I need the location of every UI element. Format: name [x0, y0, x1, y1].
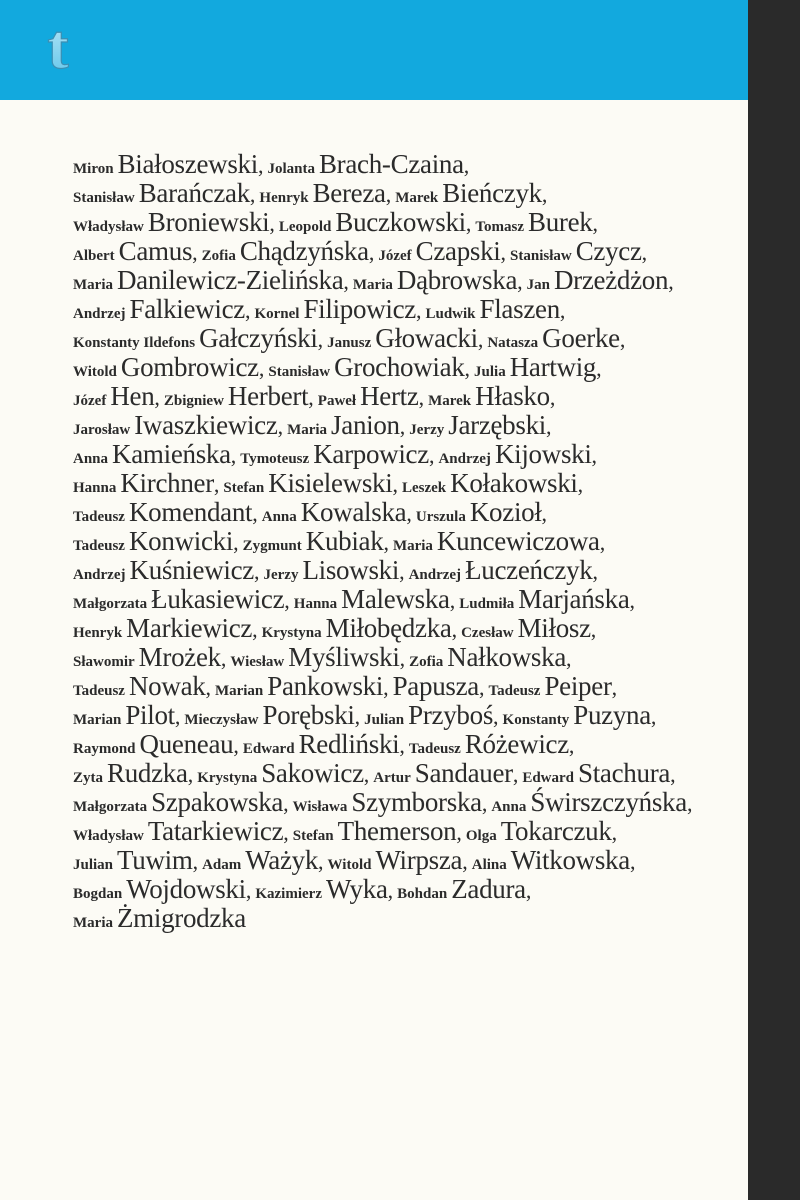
- author-last-name: Nałkowska: [447, 642, 567, 672]
- author-first-name: Stefan: [223, 480, 265, 496]
- author-first-name: Artur: [373, 770, 411, 786]
- separator: ,: [192, 240, 198, 265]
- separator: ,: [406, 501, 412, 526]
- author-line: [73, 237, 733, 266]
- author-line: [73, 295, 733, 324]
- author-last-name: Redliński: [298, 729, 400, 759]
- author-last-name: Tatarkiewicz: [147, 816, 284, 846]
- separator: ,: [252, 501, 258, 526]
- separator: ,: [577, 472, 584, 497]
- book-spine: [748, 0, 800, 1200]
- separator: ,: [464, 356, 471, 381]
- author-first-name: Tadeusz: [408, 741, 461, 757]
- separator: ,: [668, 269, 674, 294]
- author-last-name: Stachura: [578, 758, 671, 788]
- author-first-name: Ludmiła: [459, 596, 515, 612]
- author-line: [73, 614, 733, 643]
- author-last-name: Pankowski: [267, 671, 384, 701]
- separator: ,: [387, 878, 394, 903]
- author-first-name: Witold: [73, 364, 117, 380]
- author-last-name: Danilewicz-Zielińska: [116, 265, 344, 295]
- separator: ,: [592, 211, 598, 236]
- author-last-name: Szymborska: [351, 787, 482, 817]
- author-first-name: Edward: [242, 741, 295, 757]
- author-first-name: Julian: [73, 857, 114, 873]
- separator: ,: [368, 240, 375, 265]
- author-last-name: Flaszen: [479, 294, 560, 324]
- separator: ,: [478, 675, 485, 700]
- author-first-name: Krystyna: [261, 625, 322, 641]
- author-first-name: Krystyna: [197, 770, 258, 786]
- author-first-name: Tadeusz: [73, 683, 125, 699]
- author-last-name: Burek: [527, 207, 593, 237]
- author-first-name: Tadeusz: [73, 538, 125, 554]
- author-first-name: Stanisław: [73, 190, 135, 206]
- author-first-name: Mieczysław: [184, 712, 259, 728]
- author-first-name: Raymond: [73, 741, 136, 757]
- author-line: [73, 730, 733, 759]
- author-first-name: Stanisław: [268, 364, 331, 380]
- author-first-name: Jan: [526, 277, 550, 293]
- separator: ,: [611, 820, 618, 845]
- separator: ,: [428, 443, 435, 468]
- author-first-name: Witold: [327, 857, 372, 873]
- separator: ,: [220, 646, 227, 671]
- separator: ,: [599, 530, 606, 555]
- separator: ,: [284, 588, 290, 613]
- separator: ,: [354, 704, 361, 729]
- author-first-name: Małgorzata: [73, 799, 148, 815]
- author-first-name: Natasza: [487, 335, 539, 351]
- author-last-name: Themerson: [337, 816, 457, 846]
- separator: ,: [283, 791, 289, 816]
- author-line: [73, 585, 733, 614]
- separator: ,: [670, 762, 676, 787]
- author-last-name: Brach-Czaina: [318, 149, 464, 179]
- author-line: [73, 266, 733, 295]
- separator: ,: [512, 762, 519, 787]
- separator: ,: [629, 849, 636, 874]
- separator: ,: [541, 501, 548, 526]
- author-last-name: Porębski: [262, 700, 355, 730]
- separator: ,: [233, 530, 239, 555]
- author-first-name: Andrzej: [73, 306, 126, 322]
- author-first-name: Kazimierz: [255, 886, 322, 902]
- separator: ,: [308, 385, 314, 410]
- separator: ,: [249, 182, 256, 207]
- author-first-name: Julia: [474, 364, 506, 380]
- separator: ,: [591, 443, 598, 468]
- separator: ,: [253, 559, 260, 584]
- separator: ,: [399, 733, 405, 758]
- author-last-name: Goerke: [542, 323, 620, 353]
- separator: ,: [245, 878, 252, 903]
- author-first-name: Małgorzata: [73, 596, 148, 612]
- separator: ,: [596, 356, 602, 381]
- author-last-name: Zadura: [451, 874, 526, 904]
- author-line: [73, 498, 733, 527]
- author-last-name: Sakowicz: [261, 758, 364, 788]
- separator: ,: [277, 414, 284, 439]
- author-first-name: Zbigniew: [163, 393, 224, 409]
- author-last-name: Peiper: [544, 671, 612, 701]
- separator: ,: [465, 211, 472, 236]
- author-first-name: Andrzej: [408, 567, 462, 583]
- author-last-name: Głowacki: [375, 323, 478, 353]
- author-last-name: Sandauer: [414, 758, 513, 788]
- separator: ,: [383, 530, 389, 555]
- author-last-name: Gałczyński: [199, 323, 318, 353]
- author-last-name: Herbert: [227, 381, 309, 411]
- author-first-name: Jolanta: [267, 161, 315, 177]
- author-line: [73, 527, 733, 556]
- author-last-name: Hartwig: [509, 352, 597, 382]
- author-last-name: Łuczeńczyk: [465, 555, 593, 585]
- author-last-name: Karpowicz: [313, 439, 429, 469]
- author-first-name: Stanisław: [510, 248, 572, 264]
- author-first-name: Paweł: [317, 393, 357, 409]
- separator: ,: [477, 327, 484, 352]
- separator: ,: [463, 153, 470, 178]
- author-last-name: Gombrowicz: [120, 352, 259, 382]
- author-last-name: Hen: [110, 381, 155, 411]
- separator: ,: [392, 472, 398, 497]
- separator: ,: [525, 878, 532, 903]
- author-line: [73, 411, 733, 440]
- author-last-name: Konwicki: [128, 526, 234, 556]
- author-line: [73, 179, 733, 208]
- author-first-name: Ludwik: [425, 306, 476, 322]
- author-last-name: Jarzębski: [448, 410, 546, 440]
- separator: ,: [481, 791, 488, 816]
- author-last-name: Markiewicz: [126, 613, 253, 643]
- author-first-name: Marian: [73, 712, 122, 728]
- author-first-name: Andrzej: [438, 451, 491, 467]
- author-first-name: Władysław: [73, 828, 144, 844]
- author-last-name: Kuncewiczowa: [436, 526, 600, 556]
- author-line: [73, 672, 733, 701]
- author-first-name: Zygmunt: [242, 538, 302, 554]
- author-first-name: Sławomir: [73, 654, 135, 670]
- author-first-name: Julian: [364, 712, 405, 728]
- separator: ,: [205, 675, 211, 700]
- author-last-name: Rudzka: [107, 758, 188, 788]
- separator: ,: [559, 298, 566, 323]
- author-first-name: Jerzy: [263, 567, 299, 583]
- author-last-name: Kamieńska: [112, 439, 231, 469]
- author-last-name: Wojdowski: [126, 874, 246, 904]
- author-first-name: Albert: [73, 248, 115, 264]
- author-first-name: Henryk: [259, 190, 309, 206]
- separator: ,: [592, 559, 598, 584]
- author-line: [73, 788, 733, 817]
- author-first-name: Leopold: [278, 219, 332, 235]
- author-last-name: Camus: [118, 236, 193, 266]
- author-first-name: Hanna: [73, 480, 117, 496]
- author-first-name: Bogdan: [73, 886, 123, 902]
- author-first-name: Maria: [73, 915, 113, 931]
- author-last-name: Czycz: [575, 236, 642, 266]
- author-last-name: Komendant: [128, 497, 253, 527]
- publisher-logo-icon: [30, 18, 86, 76]
- author-line: [73, 904, 733, 933]
- separator: ,: [244, 298, 251, 323]
- author-last-name: Broniewski: [147, 207, 270, 237]
- author-last-name: Hertz: [360, 381, 419, 411]
- separator: ,: [192, 849, 199, 874]
- author-last-name: Czapski: [415, 236, 501, 266]
- separator: ,: [590, 617, 597, 642]
- separator: ,: [493, 704, 499, 729]
- author-last-name: Barańczak: [138, 178, 250, 208]
- author-last-name: Queneau: [139, 729, 234, 759]
- separator: ,: [619, 327, 626, 352]
- author-last-name: Miłosz: [517, 613, 591, 643]
- author-line: [73, 208, 733, 237]
- author-first-name: Hanna: [293, 596, 338, 612]
- author-first-name: Bohdan: [397, 886, 448, 902]
- separator: ,: [546, 414, 552, 439]
- author-last-name: Janion: [331, 410, 400, 440]
- author-first-name: Anna: [261, 509, 297, 525]
- author-last-name: Wirpsza: [375, 845, 463, 875]
- separator: ,: [269, 211, 275, 236]
- author-first-name: Tomasz: [475, 219, 524, 235]
- author-first-name: Janusz: [327, 335, 372, 351]
- author-last-name: Papusza: [392, 671, 479, 701]
- separator: ,: [383, 675, 389, 700]
- author-last-name: Kołakowski: [450, 468, 578, 498]
- author-first-name: Maria: [287, 422, 328, 438]
- author-line: [73, 875, 733, 904]
- author-line: [73, 556, 733, 585]
- separator: ,: [449, 588, 456, 613]
- author-last-name: Chądzyńska: [239, 236, 369, 266]
- author-first-name: Tymoteusz: [240, 451, 310, 467]
- author-last-name: Tokarczuk: [500, 816, 612, 846]
- author-last-name: Hłasko: [475, 381, 550, 411]
- separator: ,: [415, 298, 422, 323]
- author-last-name: Drzeżdżon: [553, 265, 669, 295]
- author-first-name: Zyta: [73, 770, 103, 786]
- separator: ,: [641, 240, 648, 265]
- separator: ,: [650, 704, 657, 729]
- author-line: [73, 701, 733, 730]
- author-last-name: Witkowska: [510, 845, 630, 875]
- author-last-name: Myśliwski: [288, 642, 400, 672]
- separator: ,: [541, 182, 548, 207]
- author-last-name: Żmigrodzka: [116, 903, 246, 933]
- author-first-name: Urszula: [415, 509, 466, 525]
- author-last-name: Iwaszkiewicz: [134, 410, 278, 440]
- author-first-name: Wiesław: [230, 654, 285, 670]
- separator: ,: [399, 559, 405, 584]
- author-last-name: Lisowski: [302, 555, 400, 585]
- separator: ,: [252, 617, 258, 642]
- author-first-name: Stefan: [292, 828, 334, 844]
- author-first-name: Maria: [392, 538, 433, 554]
- author-first-name: Czesław: [461, 625, 514, 641]
- separator: ,: [213, 472, 220, 497]
- author-first-name: Marek: [428, 393, 472, 409]
- author-last-name: Kirchner: [120, 468, 214, 498]
- author-first-name: Alina: [471, 857, 507, 873]
- separator: ,: [258, 356, 265, 381]
- author-line: [73, 759, 733, 788]
- separator: ,: [456, 820, 462, 845]
- separator: ,: [462, 849, 468, 874]
- author-last-name: Bieńczyk: [442, 178, 542, 208]
- author-first-name: Marek: [395, 190, 439, 206]
- author-line: [73, 846, 733, 875]
- author-last-name: Łukasiewicz: [151, 584, 285, 614]
- author-last-name: Miłobędzka: [325, 613, 452, 643]
- separator: ,: [363, 762, 370, 787]
- author-last-name: Świrszczyńska: [530, 787, 687, 817]
- author-first-name: Konstanty: [502, 712, 570, 728]
- author-first-name: Zofia: [201, 248, 236, 264]
- separator: ,: [257, 153, 264, 178]
- separator: ,: [500, 240, 507, 265]
- separator: ,: [686, 791, 693, 816]
- separator: ,: [568, 733, 575, 758]
- author-first-name: Henryk: [73, 625, 123, 641]
- author-last-name: Kuśniewicz: [129, 555, 254, 585]
- author-last-name: Kubiak: [305, 526, 384, 556]
- separator: ,: [566, 646, 572, 671]
- separator: ,: [174, 704, 181, 729]
- author-last-name: Kozioł: [469, 497, 542, 527]
- author-last-name: Nowak: [128, 671, 206, 701]
- separator: ,: [517, 269, 523, 294]
- author-first-name: Władysław: [73, 219, 144, 235]
- author-line: [73, 469, 733, 498]
- header-band: [0, 0, 748, 100]
- separator: ,: [233, 733, 239, 758]
- author-first-name: Adam: [202, 857, 242, 873]
- author-last-name: Kowalska: [300, 497, 407, 527]
- author-last-name: Białoszewski: [117, 149, 258, 179]
- author-first-name: Anna: [73, 451, 109, 467]
- author-last-name: Szpakowska: [151, 787, 284, 817]
- author-last-name: Wyka: [325, 874, 388, 904]
- author-last-name: Puzyna: [573, 700, 651, 730]
- author-last-name: Bereza: [312, 178, 386, 208]
- separator: ,: [154, 385, 160, 410]
- author-line: [73, 353, 733, 382]
- author-line: [73, 440, 733, 469]
- author-last-name: Tuwim: [117, 845, 193, 875]
- author-first-name: Marian: [214, 683, 264, 699]
- author-last-name: Kijowski: [494, 439, 592, 469]
- separator: ,: [418, 385, 425, 410]
- author-last-name: Przyboś: [408, 700, 494, 730]
- author-last-name: Dąbrowska: [396, 265, 518, 295]
- author-first-name: Tadeusz: [73, 509, 125, 525]
- author-first-name: Wisława: [292, 799, 348, 815]
- author-last-name: Malewska: [341, 584, 450, 614]
- separator: ,: [611, 675, 618, 700]
- author-last-name: Buczkowski: [335, 207, 466, 237]
- author-line: [73, 324, 733, 353]
- logo-letter: t: [47, 18, 69, 76]
- separator: ,: [230, 443, 237, 468]
- author-first-name: Kornel: [254, 306, 300, 322]
- author-line: [73, 643, 733, 672]
- author-first-name: Maria: [73, 277, 113, 293]
- separator: ,: [549, 385, 556, 410]
- separator: ,: [318, 849, 324, 874]
- author-last-name: Mrożek: [138, 642, 221, 672]
- author-first-name: Andrzej: [73, 567, 126, 583]
- author-last-name: Ważyk: [245, 845, 319, 875]
- author-last-name: Filipowicz: [303, 294, 416, 324]
- author-line: [73, 150, 733, 179]
- author-first-name: Leszek: [401, 480, 447, 496]
- author-first-name: Józef: [73, 393, 107, 409]
- separator: ,: [317, 327, 324, 352]
- author-first-name: Jarosław: [73, 422, 131, 438]
- author-first-name: Edward: [522, 770, 575, 786]
- author-first-name: Józef: [378, 248, 412, 264]
- author-last-name: Pilot: [125, 700, 175, 730]
- author-line: [73, 382, 733, 411]
- author-last-name: Marjańska: [518, 584, 630, 614]
- separator: ,: [399, 646, 406, 671]
- author-last-name: Kisielewski: [268, 468, 393, 498]
- author-line: [73, 817, 733, 846]
- author-first-name: Tadeusz: [488, 683, 541, 699]
- separator: ,: [283, 820, 289, 845]
- author-list: [73, 150, 733, 933]
- author-first-name: Zofia: [409, 654, 444, 670]
- author-first-name: Miron: [73, 161, 114, 177]
- separator: ,: [399, 414, 406, 439]
- author-first-name: Maria: [352, 277, 393, 293]
- separator: ,: [451, 617, 458, 642]
- separator: ,: [385, 182, 392, 207]
- author-last-name: Różewicz: [464, 729, 569, 759]
- author-last-name: Falkiewicz: [129, 294, 245, 324]
- separator: ,: [343, 269, 349, 294]
- author-first-name: Konstanty Ildefons: [73, 335, 196, 351]
- author-first-name: Anna: [491, 799, 527, 815]
- author-first-name: Olga: [465, 828, 497, 844]
- author-last-name: Grochowiak: [334, 352, 465, 382]
- separator: ,: [629, 588, 636, 613]
- author-first-name: Jerzy: [409, 422, 445, 438]
- separator: ,: [187, 762, 194, 787]
